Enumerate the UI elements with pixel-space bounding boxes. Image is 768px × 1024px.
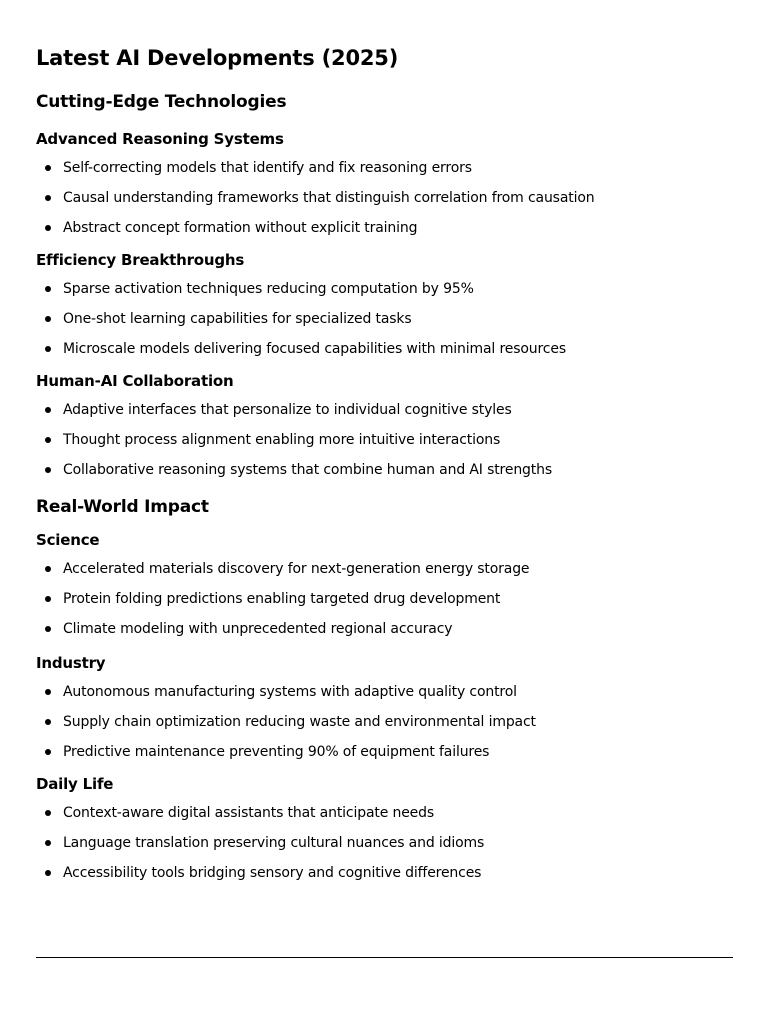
bullet-icon (45, 626, 51, 632)
bullet-list (36, 279, 732, 369)
list-item (36, 460, 732, 490)
bullet-icon (45, 596, 51, 602)
list-item-text: Adaptive interfaces that personalize to individual cognitive styles (63, 402, 512, 418)
bullet-icon (45, 195, 51, 201)
list-item-text: Thought process alignment enabling more intuitive interactions (63, 432, 501, 448)
list-item (36, 619, 732, 649)
list-item-text: Predictive maintenance preventing 90% of equipment failures (63, 744, 490, 760)
page-title: Latest AI Developments (2025) (36, 46, 399, 70)
list-item (36, 742, 732, 772)
list-item-text: Supply chain optimization reducing waste and environmental impact (63, 714, 536, 730)
list-item (36, 400, 732, 430)
list-item (36, 712, 732, 742)
list-item (36, 559, 732, 589)
bullet-icon (45, 346, 51, 352)
list-item (36, 682, 732, 712)
list-item (36, 863, 732, 893)
bullet-icon (45, 870, 51, 876)
bullet-list (36, 559, 732, 649)
subsection-heading: Industry (36, 654, 106, 672)
list-item-text: Language translation preserving cultural nuances and idioms (63, 835, 485, 851)
subsection-heading: Human-AI Collaboration (36, 372, 234, 390)
bullet-icon (45, 467, 51, 473)
list-item-text: Collaborative reasoning systems that combine human and AI strengths (63, 462, 552, 478)
section-heading: Real-World Impact (36, 497, 209, 517)
bullet-icon (45, 407, 51, 413)
list-item (36, 188, 732, 218)
list-item-text: Self-correcting models that identify and fix reasoning errors (63, 160, 472, 176)
list-item-text: Protein folding predictions enabling targeted drug development (63, 591, 501, 607)
subsection-heading: Daily Life (36, 775, 114, 793)
list-item-text: One-shot learning capabilities for specialized tasks (63, 311, 412, 327)
bullet-icon (45, 437, 51, 443)
bullet-icon (45, 689, 51, 695)
bullet-list (36, 400, 732, 490)
list-item-text: Causal understanding frameworks that distinguish correlation from causation (63, 190, 595, 206)
subsection-heading: Science (36, 531, 100, 549)
bullet-icon (45, 316, 51, 322)
bullet-icon (45, 566, 51, 572)
subsection-heading: Efficiency Breakthroughs (36, 251, 245, 269)
list-item-text: Autonomous manufacturing systems with adaptive quality control (63, 684, 517, 700)
subsection-heading: Advanced Reasoning Systems (36, 130, 284, 148)
list-item (36, 309, 732, 339)
list-item-text: Accelerated materials discovery for next-generation energy storage (63, 561, 530, 577)
list-item (36, 339, 732, 369)
list-item-text: Context-aware digital assistants that anticipate needs (63, 805, 435, 821)
list-item (36, 158, 732, 188)
list-item-text: Accessibility tools bridging sensory and cognitive differences (63, 865, 482, 881)
list-item-text: Abstract concept formation without explicit training (63, 220, 418, 236)
horizontal-rule (36, 957, 733, 958)
list-item (36, 430, 732, 460)
bullet-icon (45, 840, 51, 846)
list-item-text: Climate modeling with unprecedented regional accuracy (63, 621, 453, 637)
bullet-icon (45, 749, 51, 755)
bullet-icon (45, 286, 51, 292)
bullet-list (36, 682, 732, 772)
bullet-icon (45, 165, 51, 171)
bullet-icon (45, 810, 51, 816)
list-item (36, 218, 732, 248)
list-item-text: Sparse activation techniques reducing computation by 95% (63, 281, 474, 297)
bullet-icon (45, 719, 51, 725)
list-item (36, 803, 732, 833)
list-item-text: Microscale models delivering focused capabilities with minimal resources (63, 341, 566, 357)
list-item (36, 589, 732, 619)
section-heading: Cutting-Edge Technologies (36, 92, 287, 112)
bullet-list (36, 158, 732, 248)
bullet-list (36, 803, 732, 893)
list-item (36, 833, 732, 863)
list-item (36, 279, 732, 309)
bullet-icon (45, 225, 51, 231)
